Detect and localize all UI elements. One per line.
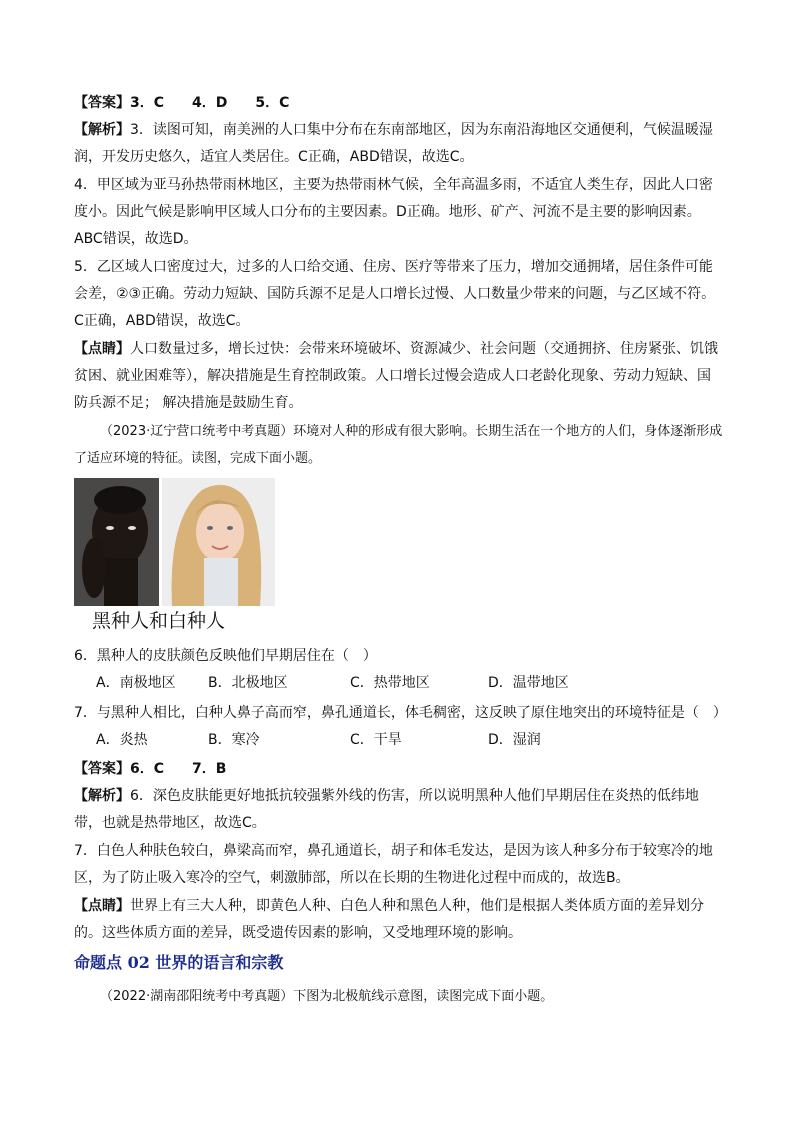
question-6-stem: 6．黑种人的皮肤颜色反映他们早期居住在（ ） [74, 648, 377, 664]
tip-tag: 【点睛】 [74, 341, 130, 357]
race-photos [74, 478, 275, 606]
question-intro-text: 环境对人种的形成有很大影响。长期生活在一个地方的人们，身体逐渐形成了适应环境的特征。读图，完成下面小题。 [74, 424, 723, 466]
answer-line-2 [74, 756, 724, 783]
analysis-q3-text: 3．读图可知，南美洲的人口集中分布在东南部地区，因为东南沿海地区交通便利，气候温暖湿润，开发历史悠久，适宜人类居住。C正确，ABD错误，故选C。 [74, 122, 713, 165]
analysis-q5: 5．乙区域人口密度过大，过多的人口给交通、住房、医疗等带来了压力，增加交通拥堵，居住条件可能会差，②③正确。劳动力短缺、国防兵源不足是人口增长过慢、人口数量少带来的问题，与乙区域不符。C正确，ABD错误，故选C。 [74, 259, 716, 329]
answer-text-2: 6．C 7．B [130, 761, 227, 777]
analysis-q3 [74, 117, 724, 171]
question-source-2: （2022·湖南邵阳统考中考真题） [100, 989, 294, 1004]
analysis-tag-2: 【解析】 [74, 788, 130, 804]
figure-caption: 黑种人和白种人 [92, 611, 226, 632]
tip-1 [74, 336, 724, 417]
question-7-options [96, 729, 716, 755]
white-person-photo [162, 478, 275, 606]
black-person-photo [74, 478, 159, 606]
q7-option-c[interactable]: C．干旱 [350, 732, 402, 748]
question-source: （2023·辽宁营口统考中考真题） [100, 424, 294, 439]
analysis-q6 [74, 783, 724, 837]
tip-1-text: 人口数量过多，增长过快：会带来环境破坏、资源减少、社会问题（交通拥挤、住房紧张、饥饿贫困、就业困难等），解决措施是生育控制政策。人口增长过慢会造成人口老龄化现象、劳动力短缺、国防兵源不足； 解决措施是鼓励生育。 [74, 341, 718, 411]
section-heading: 命题点 02 世界的语言和宗教 [74, 953, 284, 972]
answer-line-1 [74, 90, 724, 117]
q7-option-b[interactable]: B．寒冷 [208, 732, 260, 748]
analysis-q4: 4．甲区域为亚马孙热带雨林地区，主要为热带雨林气候，全年高温多雨，不适宜人类生存，因此人口密度小。因此气候是影响甲区域人口分布的主要因素。D正确。地形、矿产、河流不是主要的影响因素。ABC错误，故选D。 [74, 177, 713, 247]
q6-option-b[interactable]: B．北极地区 [208, 675, 288, 691]
question-7-stem: 7．与黑种人相比，白种人鼻子高而窄，鼻孔通道长，体毛稠密，这反映了原住地突出的环境特征是（ ） [74, 705, 727, 721]
analysis-q6-text: 6．深色皮肤能更好地抵抗较强紫外线的伤害，所以说明黑种人他们早期居住在炎热的低纬地带，也就是热带地区，故选C。 [74, 788, 699, 831]
analysis-q7: 7．白色人种肤色较白，鼻梁高而窄，鼻孔通道长，胡子和体毛发达，是因为该人种多分布于较寒冷的地区，为了防止吸入寒冷的空气，刺激肺部，所以在长期的生物进化过程中而成的，故选B。 [74, 843, 713, 886]
answer-tag-2: 【答案】 [74, 761, 130, 777]
tip-2 [74, 893, 724, 947]
q6-option-c[interactable]: C．热带地区 [350, 675, 430, 691]
answer-text: 3．C 4．D 5．C [130, 95, 290, 111]
question-intro-2 [74, 983, 724, 1010]
q7-option-a[interactable]: A．炎热 [96, 732, 148, 748]
question-6-options [96, 672, 716, 698]
q6-option-d[interactable]: D．温带地区 [488, 675, 569, 691]
answer-tag: 【答案】 [74, 95, 130, 111]
question-intro-2-text: 下图为北极航线示意图，读图完成下面小题。 [293, 989, 554, 1004]
tip-2-text: 世界上有三大人种，即黄色人种、白色人种和黑色人种，他们是根据人类体质方面的差异划分的。这些体质方面的差异，既受遗传因素的影响，又受地理环境的影响。 [74, 898, 704, 941]
q7-option-d[interactable]: D．湿润 [488, 732, 541, 748]
question-intro-1 [74, 418, 724, 472]
tip-tag-2: 【点睛】 [74, 898, 130, 914]
q6-option-a[interactable]: A．南极地区 [96, 675, 176, 691]
analysis-tag: 【解析】 [74, 122, 130, 138]
